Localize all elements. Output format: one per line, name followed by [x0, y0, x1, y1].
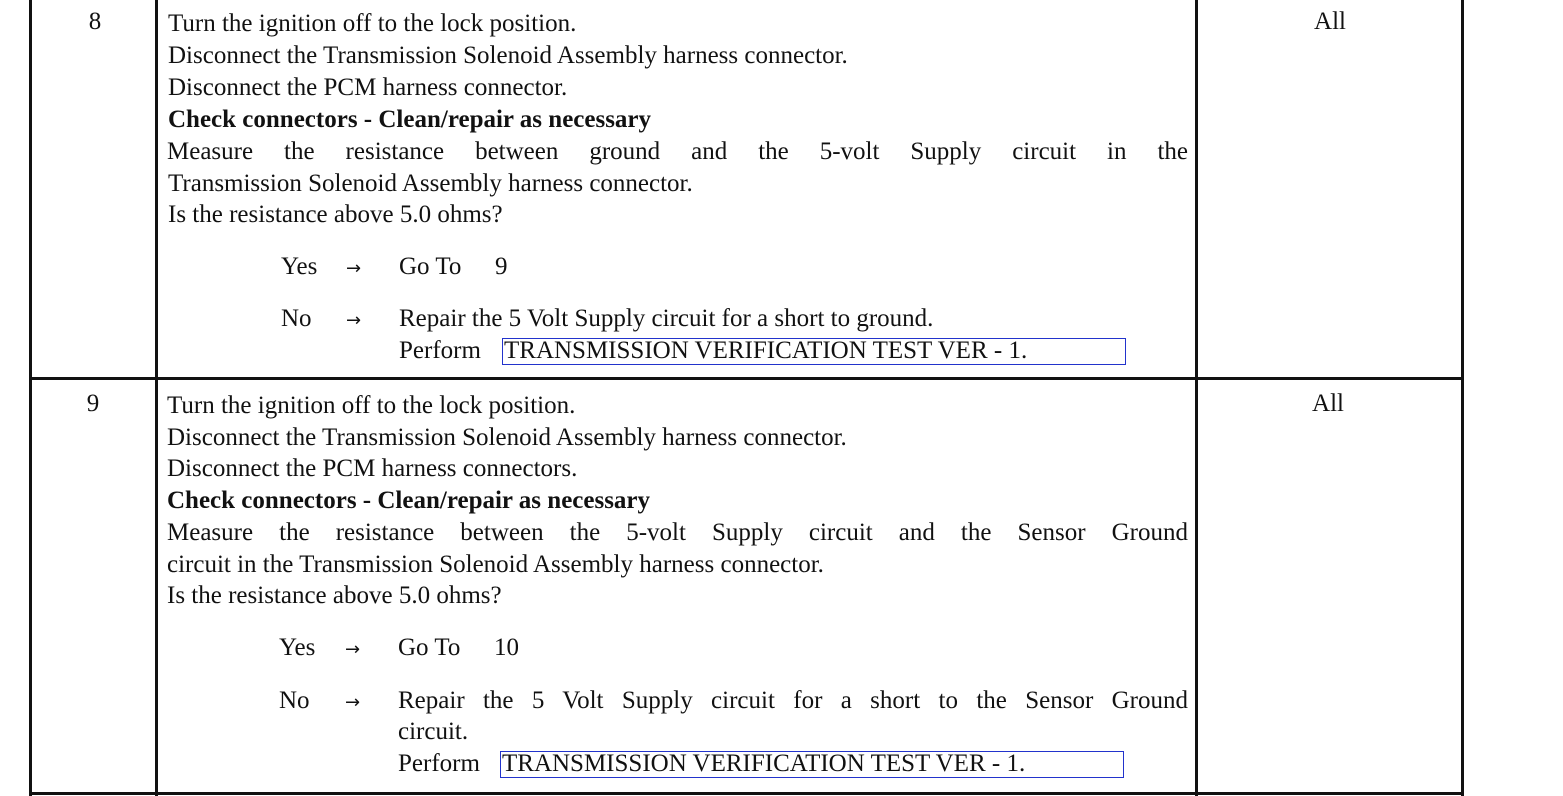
measure-instruction-line: Measure the resistance between ground and the 5-volt Supply circuit in the: [167, 138, 1188, 165]
instruction-line: Disconnect the PCM harness connectors.: [167, 455, 578, 482]
instruction-line: Turn the ignition off to the lock position.: [167, 392, 576, 419]
perform-label: Perform: [398, 750, 480, 777]
step-number: 8: [88, 8, 102, 35]
goto-label: Go To: [398, 634, 461, 661]
applies-to: All: [1312, 390, 1344, 417]
goto-step-target[interactable]: 10: [494, 634, 519, 661]
goto-label: Go To: [399, 253, 462, 280]
measure-instruction-line: circuit in the Transmission Solenoid Assembly harness connector.: [167, 551, 824, 578]
goto-step-target[interactable]: 9: [495, 253, 508, 280]
no-label: No: [281, 305, 312, 332]
measure-instruction-line: Measure the resistance between the 5-volt Supply circuit and the Sensor Ground: [167, 519, 1188, 546]
check-connectors-note: Check connectors - Clean/repair as necessary: [168, 106, 652, 133]
arrow-right-icon: →: [345, 692, 361, 713]
check-connectors-note: Check connectors - Clean/repair as necessary: [167, 487, 651, 514]
no-label: No: [279, 687, 310, 714]
yes-label: Yes: [279, 634, 316, 661]
arrow-right-icon: →: [346, 258, 362, 279]
applies-to: All: [1314, 8, 1346, 35]
yes-label: Yes: [281, 253, 318, 280]
repair-action: Repair the 5 Volt Supply circuit for a short to ground.: [399, 305, 934, 332]
question: Is the resistance above 5.0 ohms?: [167, 582, 502, 609]
repair-action-continued: circuit.: [398, 718, 469, 745]
instruction-line: Turn the ignition off to the lock position.: [168, 10, 577, 37]
arrow-right-icon: →: [346, 310, 362, 331]
step-number: 9: [86, 390, 100, 417]
table-border-right: [1461, 0, 1464, 796]
measure-instruction-line: Transmission Solenoid Assembly harness connector.: [168, 170, 693, 197]
arrow-right-icon: →: [345, 639, 361, 660]
verification-test-link[interactable]: TRANSMISSION VERIFICATION TEST VER - 1.: [500, 751, 1124, 778]
perform-label: Perform: [399, 337, 481, 364]
instruction-line: Disconnect the Transmission Solenoid Assembly harness connector.: [167, 424, 847, 451]
row-divider-bottom: [30, 792, 1463, 795]
question: Is the resistance above 5.0 ohms?: [168, 201, 503, 228]
instruction-line: Disconnect the Transmission Solenoid Assembly harness connector.: [168, 42, 848, 69]
repair-action: Repair the 5 Volt Supply circuit for a short to the Sensor Ground: [398, 687, 1188, 714]
verification-test-link[interactable]: TRANSMISSION VERIFICATION TEST VER - 1.: [502, 338, 1126, 365]
row-divider: [30, 377, 1463, 380]
instruction-line: Disconnect the PCM harness connector.: [168, 74, 568, 101]
